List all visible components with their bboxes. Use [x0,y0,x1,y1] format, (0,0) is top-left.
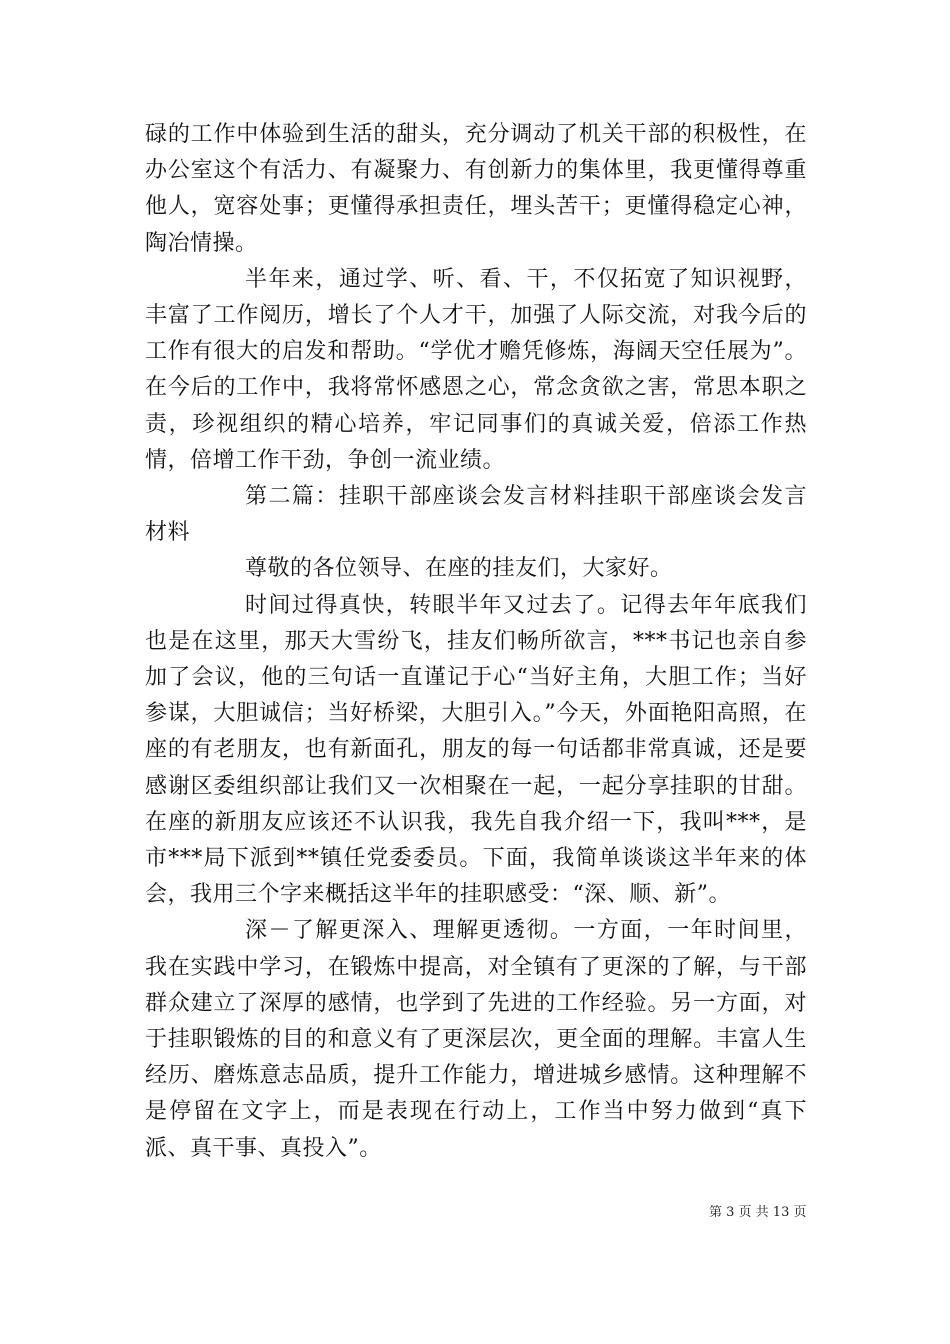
document-body [145,117,807,1167]
paragraph-continuation: 碌的工作中体验到生活的甜头，充分调动了机关干部的积极性，在办公室这个有活力、有凝聚力、有创新力的集体里，我更懂得尊重他人，宽容处事；更懂得承担责任，埋头苦干；更懂得稳定心神，陶冶情操。 [145,122,807,256]
paragraph-greeting: 尊敬的各位领导、在座的挂友们，大家好。 [245,556,673,582]
paragraph-introduction: 时间过得真快，转眼半年又过去了。记得去年年底我们也是在这里，那天大雪纷飞，挂友们畅所欲言，***书记也亲自参加了会议，他的三句话一直谨记于心“当好主角，大胆工作；当好参谋，大胆诚信；当好桥梁，大胆引入。”今天，外面艳阳高照，在座的有老朋友，也有新面孔，朋友的每一句话都非常真诚，还是要感谢区委组织部让我们又一次相聚在一起，一起分享挂职的甘甜。在座的新朋友应该还不认识我，我先自我介绍一下，我叫***，是市***局下派到**镇任党委委员。下面，我简单谈谈这半年来的体会，我用三个字来概括这半年的挂职感受：“深、顺、新”。 [145,592,807,908]
paragraph-deep-understanding: 深－了解更深入、理解更透彻。一方面，一年时间里，我在实践中学习，在锻炼中提高，对全镇有了更深的了解，与干部群众建立了深厚的感情，也学到了先进的工作经验。另一方面，对于挂职锻炼的目的和意义有了更深层次，更全面的理解。丰富人生经历、磨炼意志品质，提升工作能力，增进城乡感情。这种理解不是停留在文字上，而是表现在行动上，工作当中努力做到“真下派、真干事、真投入”。 [145,918,807,1161]
section-heading: 第二篇：挂职干部座谈会发言材料挂职干部座谈会发言材料 [145,484,807,546]
paragraph-half-year-summary: 半年来，通过学、听、看、干，不仅拓宽了知识视野，丰富了工作阅历，增长了个人才干，加强了人际交流，对我今后的工作有很大的启发和帮助。“学优才赡凭修炼，海阔天空任展为”。在今后的工作中，我将常怀感恩之心，常念贪欲之害，常思本职之责，珍视组织的精心培养，牢记同事们的真诚关爱，倍添工作热情，倍增工作干劲，争创一流业绩。 [145,266,807,473]
page-number-footer: 第 3 页 共 13 页 [709,1205,807,1220]
